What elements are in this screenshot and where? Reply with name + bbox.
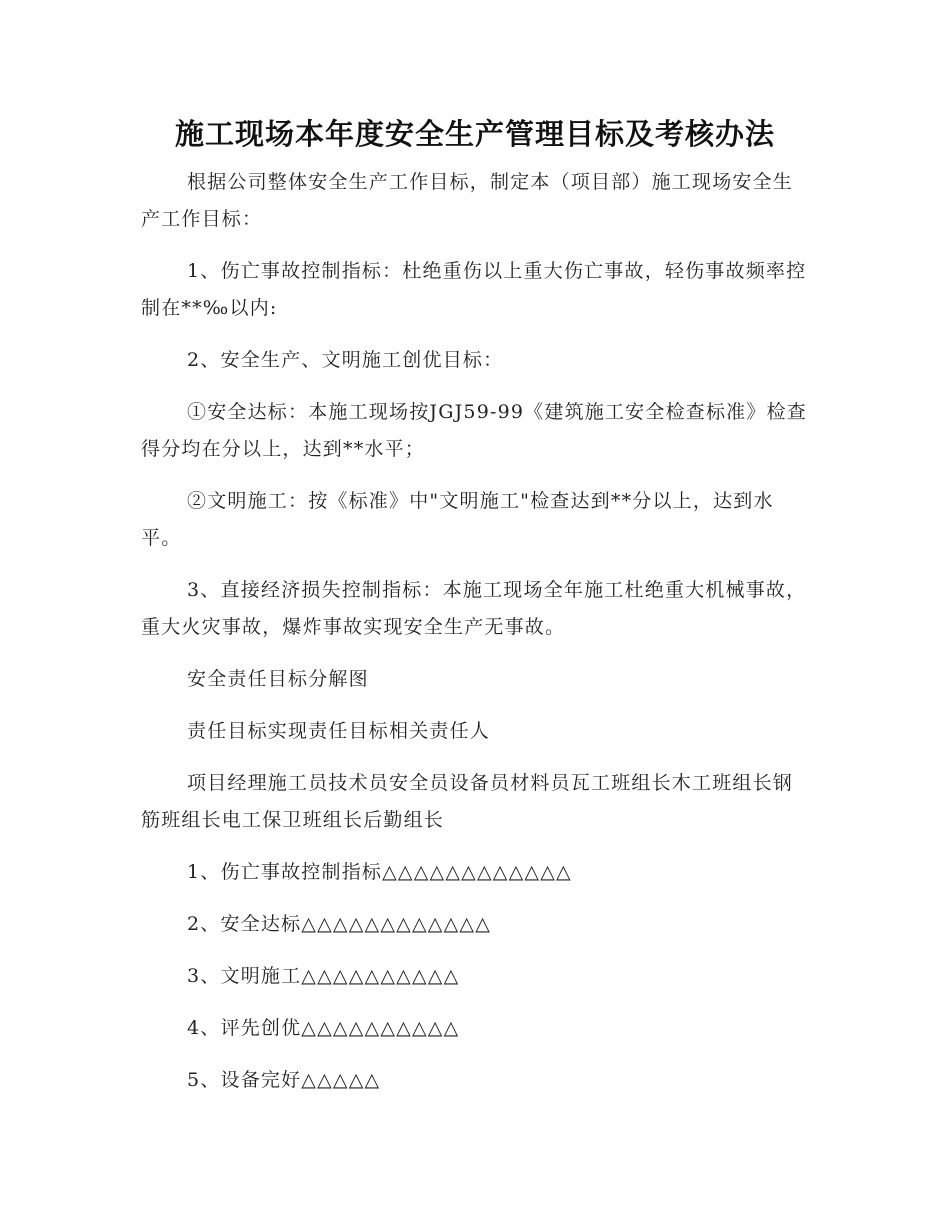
list-item: 4、评先创优△△△△△△△△△△ bbox=[187, 1017, 460, 1039]
paragraph-breakdown-heading: 安全责任目标分解图 bbox=[187, 668, 369, 690]
paragraph-intro: 根据公司整体安全生产工作目标，制定本（项目部）施工现场安全生产工作目标： bbox=[141, 171, 794, 230]
document-title: 施工现场本年度安全生产管理目标及考核办法 bbox=[174, 117, 775, 151]
list-item: 5、设备完好△△△△△ bbox=[187, 1069, 381, 1091]
paragraph-civilized-construction: ②文明施工：按《标准》中"文明施工"检查达到**分以上，达到水平。 bbox=[141, 490, 774, 549]
paragraph-safety-standard: ①安全达标：本施工现场按JGJ59-99《建筑施工安全检查标准》检查得分均在分以上，达到**水平； bbox=[141, 401, 807, 460]
list-item: 2、安全达标△△△△△△△△△△△△ bbox=[187, 913, 492, 935]
paragraph-personnel-list: 项目经理施工员技术员安全员设备员材料员瓦工班组长木工班组长钢筋班组长电工保卫班组长后勤组长 bbox=[141, 772, 794, 831]
document-body bbox=[141, 164, 811, 1114]
paragraph-civilized-target: 2、安全生产、文明施工创优目标： bbox=[187, 349, 504, 371]
list-item: 3、文明施工△△△△△△△△△△ bbox=[187, 965, 460, 987]
paragraph-economic-loss: 3、直接经济损失控制指标：本施工现场全年施工杜绝重大机械事故，重大火灾事故，爆炸事故实现安全生产无事故。 bbox=[141, 579, 807, 638]
list-item: 1、伤亡事故控制指标△△△△△△△△△△△△ bbox=[187, 861, 572, 883]
paragraph-casualty-target: 1、伤亡事故控制指标：杜绝重伤以上重大伤亡事故，轻伤事故频率控制在**‰以内: bbox=[141, 260, 807, 319]
paragraph-responsibility-header: 责任目标实现责任目标相关责任人 bbox=[187, 720, 491, 742]
